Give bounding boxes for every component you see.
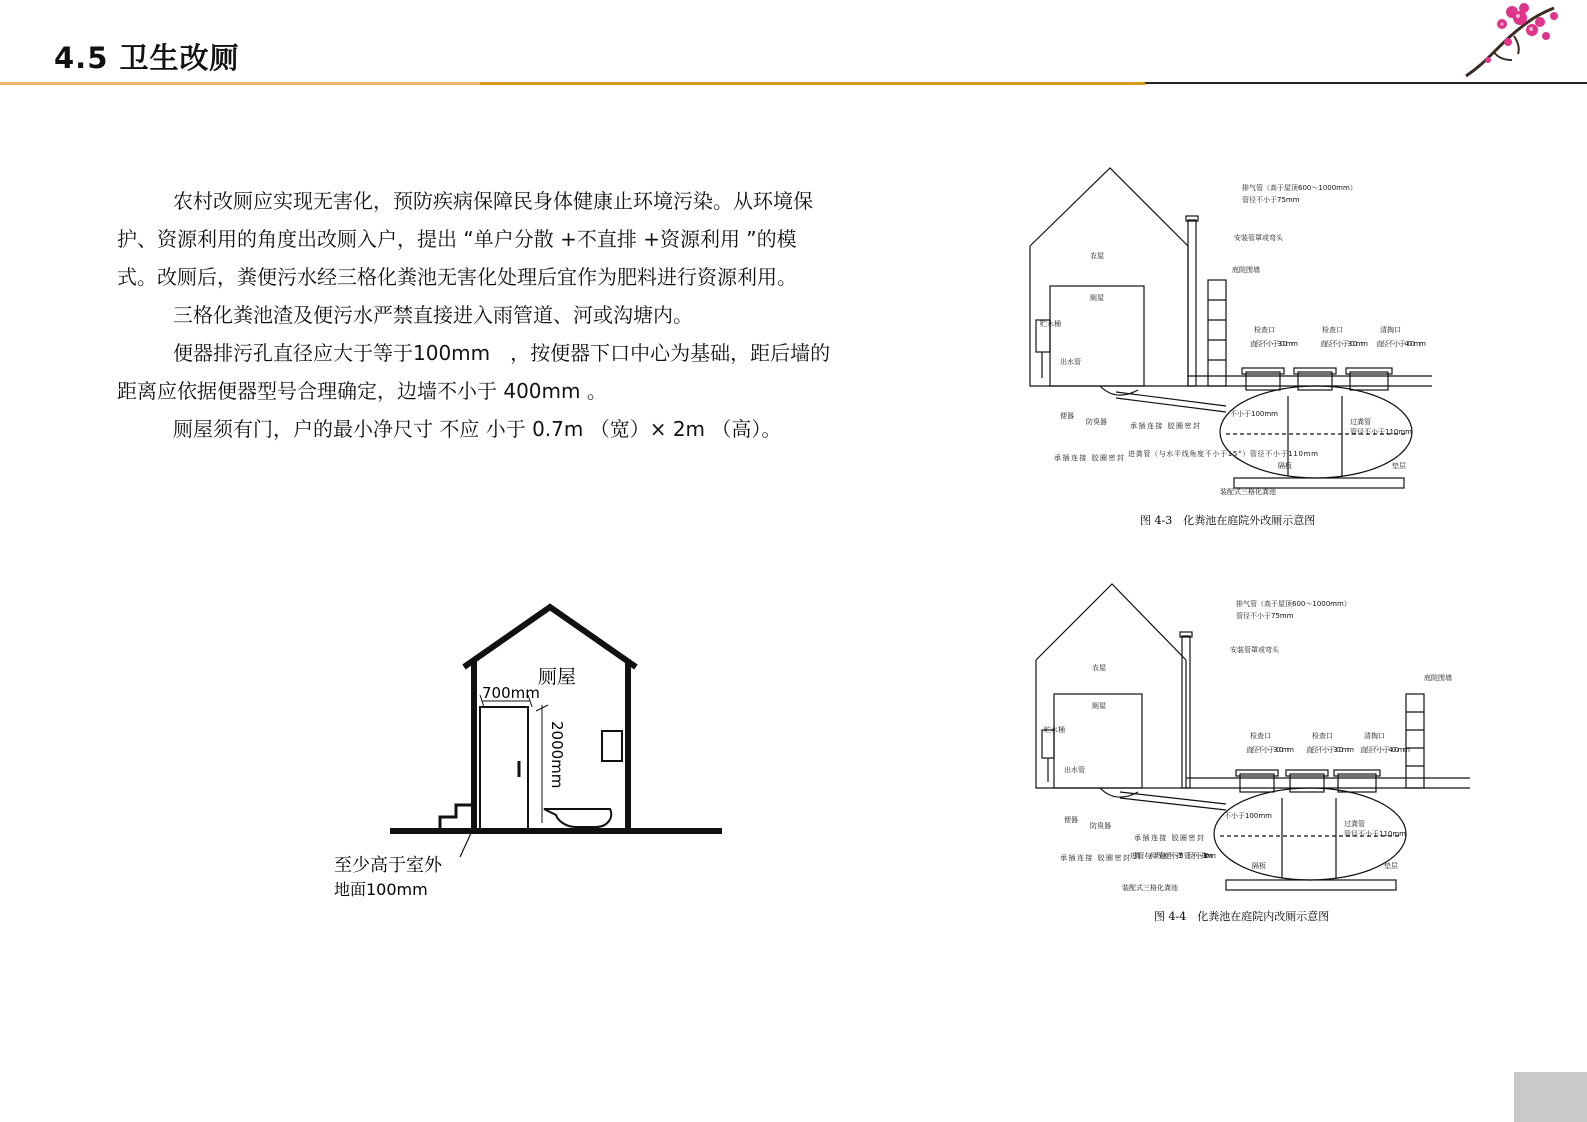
fig44-socket1: 承插连接 胶圈密封 xyxy=(1134,834,1204,842)
fig44-partition: 隔板 xyxy=(1252,862,1266,870)
fig44-cleanout: 清掏口 xyxy=(1364,732,1385,740)
fig44-vent-pipe: 排气管（高于屋顶600～1000mm） xyxy=(1236,600,1351,608)
height-dimension-label: 2000mm xyxy=(548,721,566,789)
fig43-inspect1: 检查口 xyxy=(1254,326,1275,334)
fig43-min100: 不小于100mm xyxy=(1230,410,1278,418)
fig44-socket2: 承插连接 胶圈密封 xyxy=(1060,854,1130,862)
paragraph-1: 农村改厕应实现无害化，预防疾病保障民身体健康止环境污染。从环境保护、资源利用的角度出改厕入户，提出 “单户分散 +不直排 +资源利用 ”的模式。改厕后，粪便污水经三格化粪池无害化处理后宜作为肥料进行资源利用。 xyxy=(117,189,813,289)
fig43-inspect2: 检查口 xyxy=(1322,326,1343,334)
width-dimension-label: 700mm xyxy=(482,684,540,702)
fig44-toilet: 便器 xyxy=(1064,816,1078,824)
fig44-outlet: 出水管 xyxy=(1064,766,1085,774)
header-rule-light xyxy=(0,82,480,85)
fig44-toilet-room: 厕屋 xyxy=(1092,702,1106,710)
fig43-septic: 装配式三格化粪池 xyxy=(1220,488,1276,496)
fig43-main-house: 农屋 xyxy=(1090,252,1104,260)
figure-4-4-caption: 图 4-4 化粪池在庭院内改厕示意图 xyxy=(1154,910,1330,923)
figure-4-3-caption: 图 4-3 化粪池在庭院外改厕示意图 xyxy=(1140,514,1316,527)
fig43-base: 垫层 xyxy=(1392,462,1406,470)
fig43-dia3: 直径不小于400mm xyxy=(1376,340,1426,348)
fig43-vent-size: 管径不小于75mm xyxy=(1242,196,1300,204)
fig44-dia2: 直径不小于300mm xyxy=(1306,746,1354,754)
room-label: 厕屋 xyxy=(538,666,577,688)
fig43-transfer-size: 管径不小于110mm xyxy=(1350,428,1412,436)
fig44-water-tank: 贮水桶 xyxy=(1044,726,1065,734)
fig43-transfer: 过粪管 xyxy=(1350,418,1371,426)
page-corner-box xyxy=(1514,1072,1587,1122)
paragraph-4: 厕屋须有门，户的最小净尺寸 不应 小于 0.7m （宽）× 2m （高）。 xyxy=(173,417,782,441)
toilet-room-section-diagram xyxy=(330,595,730,905)
fig44-vent-size: 管径不小于75mm xyxy=(1236,612,1294,620)
fig44-vent-cap: 安装管罩或弯头 xyxy=(1230,646,1279,654)
fig43-trap: 防臭器 xyxy=(1086,418,1107,426)
fig43-water-tank: 贮水桶 xyxy=(1040,320,1061,328)
fig43-toilet: 便器 xyxy=(1060,412,1074,420)
header-rule-dark xyxy=(1145,82,1587,84)
fig43-outlet: 出水管 xyxy=(1060,358,1081,366)
fig43-wall: 庭院围墙 xyxy=(1232,266,1260,274)
fig44-min100: 不小于100mm xyxy=(1224,812,1272,820)
body-text xyxy=(117,182,832,448)
fig44-trap: 防臭器 xyxy=(1090,822,1111,830)
fig44-inlet: 进粪管（与水平线角度不小于15°）管径不小于110mm xyxy=(1130,852,1216,860)
fig43-socket1: 承插连接 胶圈密封 xyxy=(1130,422,1200,430)
fig44-wall: 庭院围墙 xyxy=(1424,674,1452,682)
fig44-main-house: 农屋 xyxy=(1092,664,1106,672)
fig44-septic: 装配式三格化粪池 xyxy=(1122,884,1178,892)
fig44-transfer-size: 管径不小于110mm xyxy=(1344,830,1406,838)
fig43-vent-cap: 安装管罩或弯头 xyxy=(1234,234,1283,242)
fig44-base: 垫层 xyxy=(1384,862,1398,870)
fig43-cleanout: 清掏口 xyxy=(1380,326,1401,334)
fig43-inlet: 进粪管（与水平线角度不小于15°）管径不小于110mm xyxy=(1128,450,1318,458)
fig44-inspect1: 检查口 xyxy=(1250,732,1271,740)
page-title: 4.5 卫生改厕 xyxy=(54,41,240,75)
fig43-toilet-room: 厕屋 xyxy=(1090,294,1104,302)
fig43-socket2: 承插连接 胶圈密封 xyxy=(1054,454,1124,462)
fig43-dia2: 直径不小于300mm xyxy=(1320,340,1368,348)
fig43-vent-pipe: 排气管（高于屋顶600～1000mm） xyxy=(1242,184,1357,192)
figure-4-4-diagram xyxy=(1030,578,1470,938)
fig44-inspect2: 检查口 xyxy=(1312,732,1333,740)
fig44-dia3: 直径不小于400mm xyxy=(1360,746,1410,754)
header-rule-orange xyxy=(480,82,1145,85)
fig43-partition: 隔板 xyxy=(1278,462,1292,470)
figure-4-3-diagram xyxy=(1020,160,1450,540)
floor-note-line2: 地面100mm xyxy=(334,880,428,899)
fig44-dia1: 直径不小于300mm xyxy=(1246,746,1294,754)
fig44-transfer: 过粪管 xyxy=(1344,820,1365,828)
floor-note-line1: 至少高于室外 xyxy=(334,855,442,876)
paragraph-2: 三格化粪池渣及便污水严禁直接进入雨管道、河或沟塘内。 xyxy=(173,303,693,327)
plum-blossom-icon xyxy=(1458,2,1568,82)
paragraph-3: 便器排污孔直径应大于等于100mm ，按便器下口中心为基础，距后墙的 距离应依据便器型号合理确定，边墙不小于 400mm 。 xyxy=(117,341,831,403)
fig43-dia1: 直径不小于300mm xyxy=(1250,340,1298,348)
